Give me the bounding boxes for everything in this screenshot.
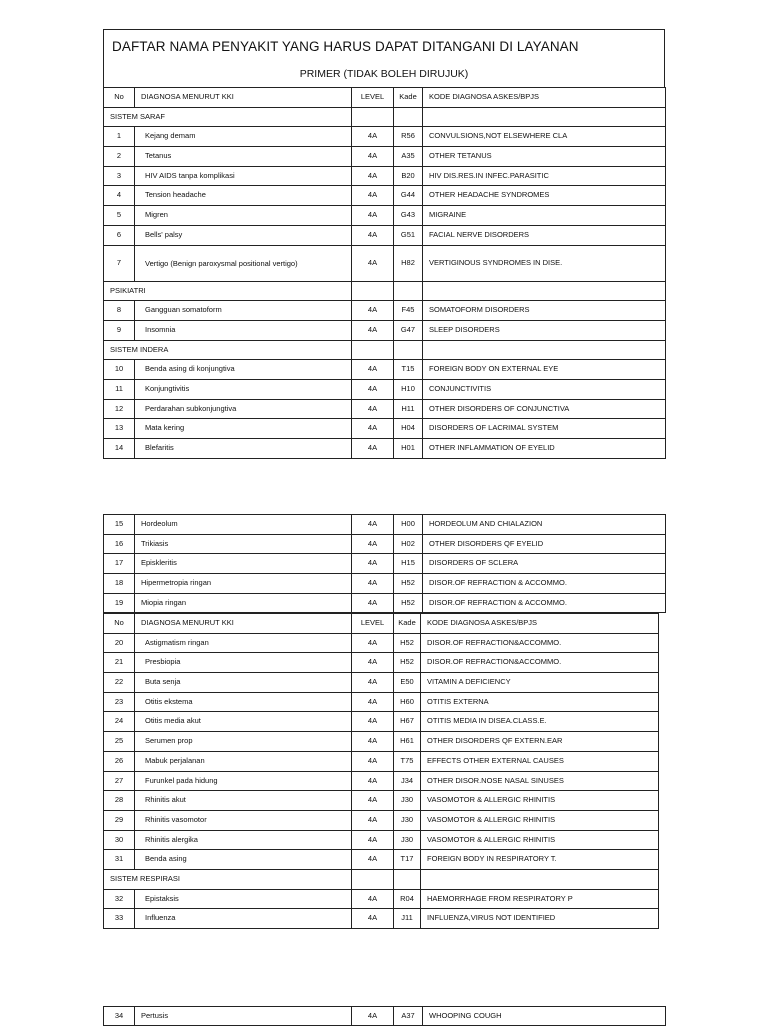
- row-number: 20: [104, 633, 135, 653]
- row-number: 30: [104, 830, 135, 850]
- table-row: [104, 419, 666, 439]
- competency-level: 4A: [352, 360, 394, 380]
- diagnosis-name: Kejang demam: [135, 127, 352, 147]
- icd-code: E50: [394, 673, 421, 693]
- competency-level: 4A: [352, 206, 394, 226]
- header-diagnosa: DIAGNOSA MENURUT KKI: [135, 88, 352, 108]
- table-row: [104, 593, 666, 613]
- row-number: 12: [104, 399, 135, 419]
- icd-code: H61: [394, 732, 421, 752]
- competency-level: 4A: [352, 554, 394, 574]
- competency-level: 4A: [352, 593, 394, 613]
- diagnosis-name: Benda asing: [135, 850, 352, 870]
- table-row: [104, 320, 666, 340]
- icd-description: FOREIGN BODY IN RESPIRATORY T.: [421, 850, 659, 870]
- icd-code: J34: [394, 771, 421, 791]
- icd-description: OTHER DISORDERS QF EYELID: [423, 534, 666, 554]
- competency-level: 4A: [352, 245, 394, 281]
- header-kode-askes: KODE DIAGNOSA ASKES/BPJS: [423, 88, 666, 108]
- icd-code: J11: [394, 909, 421, 929]
- icd-description: OTHER DISOR.NOSE NASAL SINUSES: [421, 771, 659, 791]
- row-number: 16: [104, 534, 135, 554]
- icd-description: HORDEOLUM AND CHIALAZION: [423, 515, 666, 535]
- icd-description: OTHER INFLAMMATION OF EYELID: [423, 439, 666, 459]
- icd-description: FACIAL NERVE DISORDERS: [423, 225, 666, 245]
- icd-code: H11: [394, 399, 423, 419]
- table-1-body: [104, 88, 666, 459]
- row-number: 31: [104, 850, 135, 870]
- table-row: [104, 1007, 666, 1026]
- row-number: 10: [104, 360, 135, 380]
- icd-code: G44: [394, 186, 423, 206]
- row-number: 23: [104, 692, 135, 712]
- icd-description: DISORDERS OF SCLERA: [423, 554, 666, 574]
- row-number: 6: [104, 225, 135, 245]
- disease-table-3: [103, 1006, 666, 1026]
- header-no: No: [104, 614, 135, 634]
- competency-level: 4A: [352, 320, 394, 340]
- diagnosis-name: Episkleritis: [135, 554, 352, 574]
- competency-level: 4A: [352, 830, 394, 850]
- diagnosis-name: Migren: [135, 206, 352, 226]
- icd-code: G47: [394, 320, 423, 340]
- competency-level: 4A: [352, 791, 394, 811]
- empty-cell: [352, 340, 394, 360]
- header-kode: Kade: [394, 614, 421, 634]
- table-2-body: [104, 614, 659, 929]
- table-row: [104, 399, 666, 419]
- header-kode-askes: KODE DIAGNOSA ASKES/BPJS: [421, 614, 659, 634]
- icd-description: OTHER DISORDERS QF EXTERN.EAR: [421, 732, 659, 752]
- table-row: [104, 771, 659, 791]
- icd-description: INFLUENZA,VIRUS NOT IDENTIFIED: [421, 909, 659, 929]
- icd-code: H67: [394, 712, 421, 732]
- icd-code: R04: [394, 889, 421, 909]
- competency-level: 4A: [352, 419, 394, 439]
- section-row: [104, 281, 666, 301]
- competency-level: 4A: [352, 889, 394, 909]
- table-row: [104, 653, 659, 673]
- row-number: 13: [104, 419, 135, 439]
- section-row: [104, 340, 666, 360]
- table-row: [104, 673, 659, 693]
- header-diagnosa: DIAGNOSA MENURUT KKI: [135, 614, 352, 634]
- table-row: [104, 147, 666, 167]
- row-number: 27: [104, 771, 135, 791]
- disease-table-1: [103, 87, 666, 459]
- row-number: 26: [104, 751, 135, 771]
- icd-code: G51: [394, 225, 423, 245]
- table-row: [104, 379, 666, 399]
- diagnosis-name: Perdarahan subkonjungtiva: [135, 399, 352, 419]
- table-row: [104, 186, 666, 206]
- icd-code: H00: [394, 515, 423, 535]
- table-row: [104, 692, 659, 712]
- competency-level: 4A: [352, 653, 394, 673]
- icd-code: H15: [394, 554, 423, 574]
- diagnosis-name: Gangguan somatoform: [135, 301, 352, 321]
- empty-cell: [423, 340, 666, 360]
- icd-code: T17: [394, 850, 421, 870]
- competency-level: 4A: [352, 439, 394, 459]
- diagnosis-name: Blefaritis: [135, 439, 352, 459]
- table-row: [104, 245, 666, 281]
- diagnosis-name: Trikiasis: [135, 534, 352, 554]
- icd-code: H04: [394, 419, 423, 439]
- section-title: SISTEM RESPIRASI: [104, 869, 352, 889]
- icd-description: VASOMOTOR & ALLERGIC RHINITIS: [421, 810, 659, 830]
- table-row: [104, 439, 666, 459]
- row-number: 18: [104, 574, 135, 594]
- icd-code: H52: [394, 593, 423, 613]
- row-number: 14: [104, 439, 135, 459]
- competency-level: 4A: [352, 225, 394, 245]
- icd-code: H60: [394, 692, 421, 712]
- competency-level: 4A: [352, 186, 394, 206]
- header-level: LEVEL: [352, 614, 394, 634]
- icd-description: DISOR.OF REFRACTION & ACCOMMO.: [423, 574, 666, 594]
- icd-code: H82: [394, 245, 423, 281]
- icd-description: VERTIGINOUS SYNDROMES IN DISE.: [423, 245, 666, 281]
- icd-description: EFFECTS OTHER EXTERNAL CAUSES: [421, 751, 659, 771]
- icd-code: J30: [394, 830, 421, 850]
- disease-table-2: [103, 613, 659, 929]
- diagnosis-name: Pertusis: [135, 1007, 352, 1026]
- diagnosis-name: Rhinitis akut: [135, 791, 352, 811]
- icd-description: CONVULSIONS,NOT ELSEWHERE CLA: [423, 127, 666, 147]
- competency-level: 4A: [352, 712, 394, 732]
- header-level: LEVEL: [352, 88, 394, 108]
- header-row: [104, 614, 659, 634]
- diagnosis-name: Tension headache: [135, 186, 352, 206]
- table-row: [104, 206, 666, 226]
- section-row: [104, 107, 666, 127]
- row-number: 25: [104, 732, 135, 752]
- icd-description: HIV DIS.RES.IN INFEC.PARASITIC: [423, 166, 666, 186]
- competency-level: 4A: [352, 771, 394, 791]
- diagnosis-name: Buta senja: [135, 673, 352, 693]
- table-row: [104, 534, 666, 554]
- table-row: [104, 360, 666, 380]
- section-title: SISTEM SARAF: [104, 107, 352, 127]
- diagnosis-name: Bells' palsy: [135, 225, 352, 245]
- row-number: 15: [104, 515, 135, 535]
- empty-cell: [394, 281, 423, 301]
- competency-level: 4A: [352, 399, 394, 419]
- icd-description: DISOR.OF REFRACTION&ACCOMMO.: [421, 653, 659, 673]
- row-number: 9: [104, 320, 135, 340]
- row-number: 29: [104, 810, 135, 830]
- icd-description: VASOMOTOR & ALLERGIC RHINITIS: [421, 791, 659, 811]
- icd-code: A35: [394, 147, 423, 167]
- icd-description: WHOOPING COUGH: [423, 1007, 666, 1026]
- row-number: 24: [104, 712, 135, 732]
- row-number: 5: [104, 206, 135, 226]
- icd-code: H52: [394, 574, 423, 594]
- competency-level: 4A: [352, 732, 394, 752]
- icd-description: VASOMOTOR & ALLERGIC RHINITIS: [421, 830, 659, 850]
- diagnosis-name: Epistaksis: [135, 889, 352, 909]
- row-number: 17: [104, 554, 135, 574]
- diagnosis-name: Miopia ringan: [135, 593, 352, 613]
- row-number: 34: [104, 1007, 135, 1026]
- table-row: [104, 712, 659, 732]
- document-subtitle: PRIMER (TIDAK BOLEH DIRUJUK): [299, 68, 469, 80]
- icd-description: OTHER DISORDERS OF CONJUNCTIVA: [423, 399, 666, 419]
- competency-level: 4A: [352, 633, 394, 653]
- icd-description: CONJUNCTIVITIS: [423, 379, 666, 399]
- table-2-top-body: [104, 515, 666, 613]
- table-row: [104, 791, 659, 811]
- icd-description: DISOR.OF REFRACTION & ACCOMMO.: [423, 593, 666, 613]
- row-number: 7: [104, 245, 135, 281]
- diagnosis-name: Insomnia: [135, 320, 352, 340]
- icd-code: R56: [394, 127, 423, 147]
- icd-description: SOMATOFORM DISORDERS: [423, 301, 666, 321]
- document-title-box: [103, 29, 665, 88]
- icd-description: OTITIS EXTERNA: [421, 692, 659, 712]
- competency-level: 4A: [352, 810, 394, 830]
- diagnosis-name: Hordeolum: [135, 515, 352, 535]
- empty-cell: [352, 869, 394, 889]
- icd-code: H10: [394, 379, 423, 399]
- competency-level: 4A: [352, 909, 394, 929]
- disease-table-2-top: [103, 514, 666, 613]
- diagnosis-name: Influenza: [135, 909, 352, 929]
- icd-code: H52: [394, 653, 421, 673]
- icd-code: H01: [394, 439, 423, 459]
- competency-level: 4A: [352, 301, 394, 321]
- table-row: [104, 830, 659, 850]
- diagnosis-name: Otitis media akut: [135, 712, 352, 732]
- empty-cell: [352, 107, 394, 127]
- diagnosis-name: Benda asing di konjungtiva: [135, 360, 352, 380]
- competency-level: 4A: [352, 692, 394, 712]
- icd-description: HAEMORRHAGE FROM RESPIRATORY P: [421, 889, 659, 909]
- icd-code: G43: [394, 206, 423, 226]
- icd-description: VITAMIN A DEFICIENCY: [421, 673, 659, 693]
- diagnosis-name: Mata kering: [135, 419, 352, 439]
- diagnosis-name: Vertigo (Benign paroxysmal positional vertigo): [135, 245, 352, 281]
- icd-description: DISOR.OF REFRACTION&ACCOMMO.: [421, 633, 659, 653]
- icd-code: A37: [394, 1007, 423, 1026]
- diagnosis-name: HIV AIDS tanpa komplikasi: [135, 166, 352, 186]
- empty-cell: [394, 107, 423, 127]
- competency-level: 4A: [352, 751, 394, 771]
- table-row: [104, 633, 659, 653]
- empty-cell: [421, 869, 659, 889]
- empty-cell: [394, 869, 421, 889]
- icd-code: F45: [394, 301, 423, 321]
- table-row: [104, 301, 666, 321]
- empty-cell: [352, 281, 394, 301]
- diagnosis-name: Rhinitis alergika: [135, 830, 352, 850]
- diagnosis-name: Furunkel pada hidung: [135, 771, 352, 791]
- competency-level: 4A: [352, 166, 394, 186]
- icd-description: OTITIS MEDIA IN DISEA.CLASS.E.: [421, 712, 659, 732]
- table-row: [104, 574, 666, 594]
- header-no: No: [104, 88, 135, 108]
- table-row: [104, 889, 659, 909]
- empty-cell: [394, 340, 423, 360]
- diagnosis-name: Astigmatism ringan: [135, 633, 352, 653]
- diagnosis-name: Konjungtivitis: [135, 379, 352, 399]
- row-number: 28: [104, 791, 135, 811]
- competency-level: 4A: [352, 673, 394, 693]
- competency-level: 4A: [352, 127, 394, 147]
- table-row: [104, 732, 659, 752]
- row-number: 2: [104, 147, 135, 167]
- diagnosis-name: Presbiopia: [135, 653, 352, 673]
- diagnosis-name: Mabuk perjalanan: [135, 751, 352, 771]
- competency-level: 4A: [352, 1007, 394, 1026]
- competency-level: 4A: [352, 515, 394, 535]
- row-number: 19: [104, 593, 135, 613]
- icd-code: B20: [394, 166, 423, 186]
- row-number: 1: [104, 127, 135, 147]
- row-number: 33: [104, 909, 135, 929]
- document-title: DAFTAR NAMA PENYAKIT YANG HARUS DAPAT DITANGANI DI LAYANAN: [112, 39, 579, 54]
- diagnosis-name: Otitis ekstema: [135, 692, 352, 712]
- competency-level: 4A: [352, 147, 394, 167]
- table-row: [104, 515, 666, 535]
- icd-code: T15: [394, 360, 423, 380]
- section-title: PSIKIATRI: [104, 281, 352, 301]
- row-number: 3: [104, 166, 135, 186]
- icd-code: T75: [394, 751, 421, 771]
- competency-level: 4A: [352, 379, 394, 399]
- row-number: 4: [104, 186, 135, 206]
- icd-code: H52: [394, 633, 421, 653]
- diagnosis-name: Serumen prop: [135, 732, 352, 752]
- icd-description: OTHER HEADACHE SYNDROMES: [423, 186, 666, 206]
- row-number: 11: [104, 379, 135, 399]
- diagnosis-name: Hipermetropia ringan: [135, 574, 352, 594]
- table-row: [104, 166, 666, 186]
- table-row: [104, 127, 666, 147]
- section-title: SISTEM INDERA: [104, 340, 352, 360]
- icd-description: DISORDERS OF LACRIMAL SYSTEM: [423, 419, 666, 439]
- table-row: [104, 850, 659, 870]
- table-row: [104, 810, 659, 830]
- diagnosis-name: Tetanus: [135, 147, 352, 167]
- row-number: 22: [104, 673, 135, 693]
- section-row: [104, 869, 659, 889]
- row-number: 8: [104, 301, 135, 321]
- icd-description: SLEEP DISORDERS: [423, 320, 666, 340]
- table-row: [104, 554, 666, 574]
- icd-code: J30: [394, 810, 421, 830]
- table-row: [104, 225, 666, 245]
- icd-code: J30: [394, 791, 421, 811]
- header-kode: Kade: [394, 88, 423, 108]
- table-row: [104, 751, 659, 771]
- icd-description: FOREIGN BODY ON EXTERNAL EYE: [423, 360, 666, 380]
- competency-level: 4A: [352, 850, 394, 870]
- icd-code: H02: [394, 534, 423, 554]
- competency-level: 4A: [352, 574, 394, 594]
- table-row: [104, 909, 659, 929]
- empty-cell: [423, 281, 666, 301]
- competency-level: 4A: [352, 534, 394, 554]
- table-3-body: [104, 1007, 666, 1026]
- empty-cell: [423, 107, 666, 127]
- row-number: 32: [104, 889, 135, 909]
- icd-description: OTHER TETANUS: [423, 147, 666, 167]
- row-number: 21: [104, 653, 135, 673]
- header-row: [104, 88, 666, 108]
- diagnosis-name: Rhinitis vasomotor: [135, 810, 352, 830]
- icd-description: MIGRAINE: [423, 206, 666, 226]
